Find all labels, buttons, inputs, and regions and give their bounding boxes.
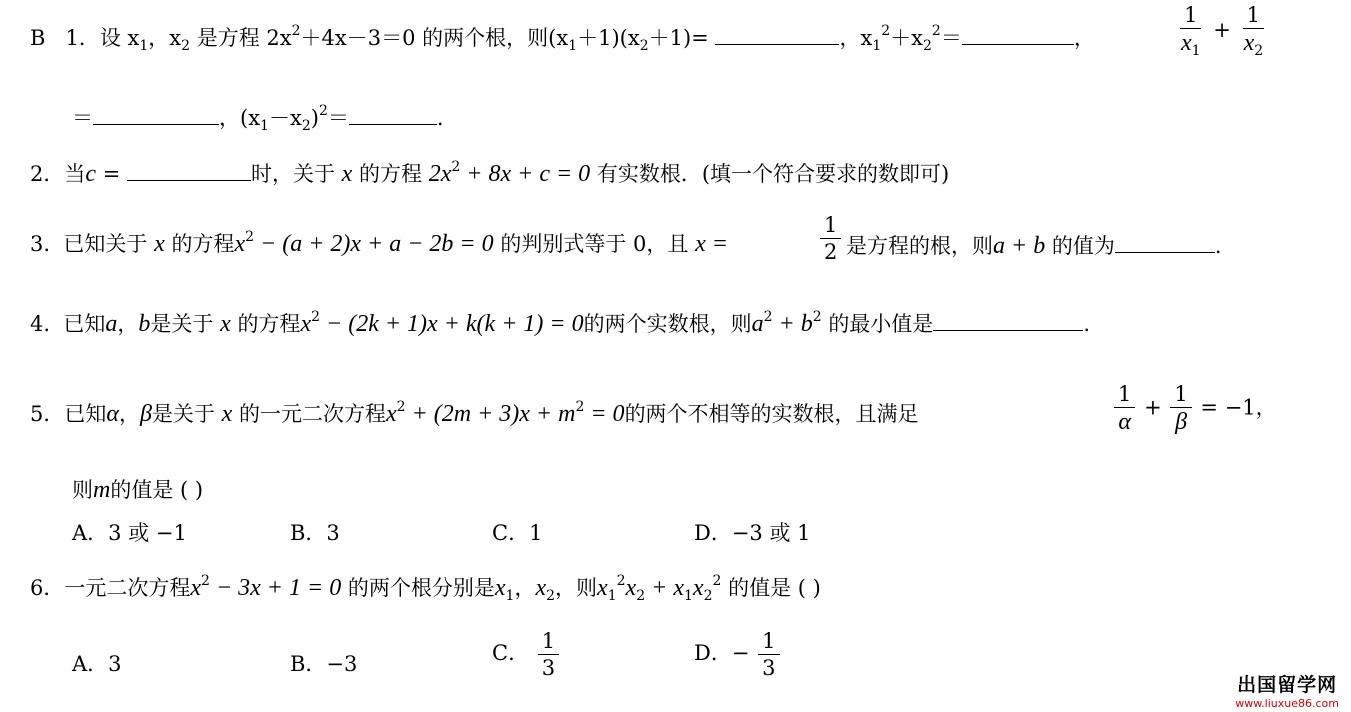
equation: a + b	[993, 233, 1046, 259]
fraction	[820, 214, 841, 263]
equation: x	[597, 575, 608, 601]
answer-blank[interactable]	[349, 104, 437, 125]
q3-text: .	[1214, 234, 1222, 258]
q6-text: 的值是 ( )	[728, 576, 821, 600]
variable: x	[221, 401, 233, 427]
subscript: 1	[1191, 43, 1201, 60]
q3-text: 已知关于	[63, 232, 148, 256]
q5-option-a[interactable]: A．3 或 −1	[72, 521, 187, 545]
subscript: 2	[703, 588, 713, 604]
equation: x	[190, 575, 202, 601]
q1-fraction-sum	[1175, 4, 1269, 59]
equation: − (2k + 1)x + k(k + 1) = 0	[320, 311, 584, 337]
answer-blank[interactable]	[962, 24, 1074, 45]
q4-number: 4.	[30, 312, 51, 336]
q3-number: 3.	[30, 232, 51, 256]
q3-text: 的方程	[171, 232, 235, 256]
q1-text: 设 x	[99, 26, 140, 50]
q5-option-d[interactable]: D．−3 或 1	[694, 521, 811, 545]
fraction-denominator: x	[1243, 30, 1255, 57]
q2-text: 有实数根．(填一个符合要求的数即可)	[596, 162, 950, 186]
subscript: 1	[568, 38, 578, 54]
q3-text: 的判别式等于 0，且	[500, 232, 689, 256]
subscript: 1	[260, 118, 269, 134]
equation: x	[692, 575, 704, 601]
q1-text: －x	[268, 106, 302, 130]
fraction	[538, 630, 559, 679]
q6-option-b[interactable]: B．−3	[290, 652, 358, 676]
subscript: 2	[923, 38, 932, 54]
fraction-denominator: 3	[762, 656, 776, 681]
superscript: 2	[931, 23, 941, 39]
equation: + x	[645, 575, 684, 601]
fraction	[1170, 383, 1191, 435]
equation: 2x	[428, 161, 452, 187]
q5-option-b[interactable]: B．3	[290, 521, 340, 545]
superscript: 2	[318, 103, 328, 119]
variable: β	[139, 401, 152, 427]
q3-line	[30, 230, 728, 256]
subscript: 2	[301, 118, 311, 134]
q1-text: ＋1)(x	[577, 26, 640, 50]
q4-text: 的两个实数根，则	[583, 312, 752, 336]
q4-text: 是关于	[150, 312, 214, 336]
q6-option-d[interactable]	[694, 630, 782, 679]
subscript: 2	[636, 588, 646, 604]
q2-line	[30, 160, 949, 186]
variable: b	[138, 311, 151, 337]
equation: + (2m + 3)x + m	[405, 401, 576, 427]
fraction-numerator: 1	[1170, 383, 1191, 408]
q5-text: 的值是 ( )	[110, 478, 204, 502]
superscript: 2	[575, 399, 585, 415]
fraction-numerator: 1	[820, 214, 841, 239]
fraction-numerator: 1	[758, 630, 779, 655]
equation: x	[625, 575, 637, 601]
superscript: 2	[616, 573, 626, 589]
q6-text: ，	[514, 576, 536, 600]
q6-text: 的两个根分别是	[347, 576, 495, 600]
watermark-cn: 出国留学网	[1237, 674, 1338, 696]
answer-blank[interactable]	[715, 24, 839, 45]
option-label: D．−	[694, 641, 750, 666]
answer-blank[interactable]	[933, 310, 1083, 331]
answer-blank[interactable]	[93, 104, 219, 125]
q5-text: 的两个不相等的实数根，且满足	[624, 402, 919, 426]
q1-text: ，	[1073, 26, 1095, 50]
answer-blank[interactable]	[1115, 232, 1215, 253]
fraction-denominator: 2	[824, 240, 838, 265]
equation: a	[751, 311, 764, 337]
fraction	[758, 630, 779, 679]
equation: + b	[772, 311, 813, 337]
subscript: 1	[607, 588, 617, 604]
fraction-denominator: β	[1175, 409, 1188, 436]
subscript: 1	[505, 588, 515, 604]
variable: x	[535, 575, 547, 601]
equation: x =	[695, 231, 728, 257]
q1-text: ，x	[839, 26, 873, 50]
subscript: 1	[872, 38, 882, 54]
subscript: 2	[639, 38, 649, 54]
q4-line	[30, 310, 1090, 336]
variable: x	[220, 311, 231, 337]
plus-sign: +	[1144, 395, 1162, 420]
q1-text: 是方程 2x	[190, 26, 292, 50]
equation: x	[385, 401, 397, 427]
superscript: 2	[291, 23, 301, 39]
superscript: 2	[201, 573, 210, 589]
q4-text: 的最小值是	[828, 312, 934, 336]
variable: c	[85, 161, 97, 187]
superscript: 2	[763, 309, 773, 325]
q1-number: 1．	[65, 26, 100, 50]
subscript: 2	[546, 588, 556, 604]
equation: − 3x + 1 = 0	[209, 575, 342, 601]
q5-option-c[interactable]: C．1	[492, 521, 543, 545]
q1-text: ＝	[327, 106, 349, 130]
subscript: 2	[181, 38, 191, 54]
q1-text: ，x	[148, 26, 182, 50]
equation: + 8x + c = 0	[460, 161, 591, 187]
q1-text: ＋1)=	[648, 26, 709, 50]
fraction-denominator: α	[1118, 409, 1131, 436]
q4-text: 已知	[63, 312, 106, 336]
subscript: 2	[1254, 43, 1264, 60]
superscript: 2	[311, 309, 321, 325]
q3-line-tail	[846, 232, 1222, 258]
q1-text: .	[436, 106, 444, 130]
fraction	[1177, 4, 1205, 59]
q1-text: ＝	[72, 106, 93, 130]
q4-text: 的方程	[237, 312, 301, 336]
q4-text: .	[1083, 312, 1090, 336]
q2-text: 时，关于	[250, 162, 335, 186]
q3-text: 的值为	[1051, 234, 1115, 258]
superscript: 2	[881, 23, 891, 39]
fraction-numerator: 1	[1243, 4, 1264, 29]
fraction	[1114, 383, 1135, 435]
q6-number: 6．一元二次方程	[30, 576, 191, 600]
variable: x	[341, 161, 353, 187]
subscript: 1	[139, 38, 149, 54]
superscript: 2	[245, 229, 255, 245]
q5-text: 则	[72, 478, 93, 502]
subscript: 1	[683, 588, 693, 604]
fraction-numerator: 1	[1180, 4, 1201, 29]
q5-text: = −1，	[1200, 395, 1277, 420]
superscript: 2	[451, 159, 461, 175]
q5-text: ，	[118, 402, 140, 426]
q5-number: 5．已知	[30, 402, 107, 426]
fraction-denominator: x	[1181, 30, 1192, 57]
plus-sign: +	[1213, 17, 1231, 42]
equation: x	[300, 311, 312, 337]
q1-text: )	[310, 106, 319, 130]
q5-fraction-sum	[1112, 383, 1277, 435]
equation: x	[234, 231, 246, 257]
q1-line2	[72, 104, 444, 133]
fraction-denominator: 3	[541, 656, 556, 681]
fraction-numerator: 1	[538, 630, 559, 655]
fraction	[1240, 4, 1268, 59]
answer-blank[interactable]	[127, 160, 251, 181]
q6-option-a[interactable]: A．3	[72, 652, 122, 676]
variable: m	[93, 477, 111, 503]
fraction-numerator: 1	[1114, 383, 1135, 408]
equation: = 0	[584, 401, 625, 427]
q5-text: 是关于	[151, 402, 215, 426]
q5-text: 的一元二次方程	[238, 402, 386, 426]
variable: x	[494, 575, 506, 601]
q1-label: B	[30, 26, 46, 50]
variable: x	[154, 231, 165, 257]
q5-line	[30, 400, 919, 426]
q3-text: 是方程的根，则	[846, 234, 993, 258]
q2-text: 的方程	[359, 162, 423, 186]
superscript: 2	[396, 399, 406, 415]
q1-text: ＝	[940, 26, 962, 50]
q1-line1	[30, 24, 1095, 53]
q1-text: ＋4x－3＝0 的两个根，则(x	[300, 26, 569, 50]
q4-text: ，	[117, 312, 139, 336]
q6-line	[30, 574, 821, 603]
variable: α	[106, 401, 119, 427]
q6-text: ，则	[555, 576, 598, 600]
q3-fraction	[818, 214, 843, 263]
q1-text: ，(x	[219, 106, 261, 130]
q1-text: ＋x	[890, 26, 923, 50]
q2-text: =	[96, 162, 127, 186]
option-label: C．	[492, 641, 530, 666]
variable: a	[105, 311, 118, 337]
site-watermark	[1235, 670, 1339, 710]
superscript: 2	[812, 309, 822, 325]
superscript: 2	[712, 573, 722, 589]
equation: − (a + 2)x + a − 2b = 0	[254, 231, 494, 257]
q5-line2	[72, 478, 203, 502]
q2-number: 2．当	[30, 162, 86, 186]
q6-option-c[interactable]	[492, 630, 561, 679]
watermark-url: www.liuxue86.com	[1235, 697, 1339, 710]
